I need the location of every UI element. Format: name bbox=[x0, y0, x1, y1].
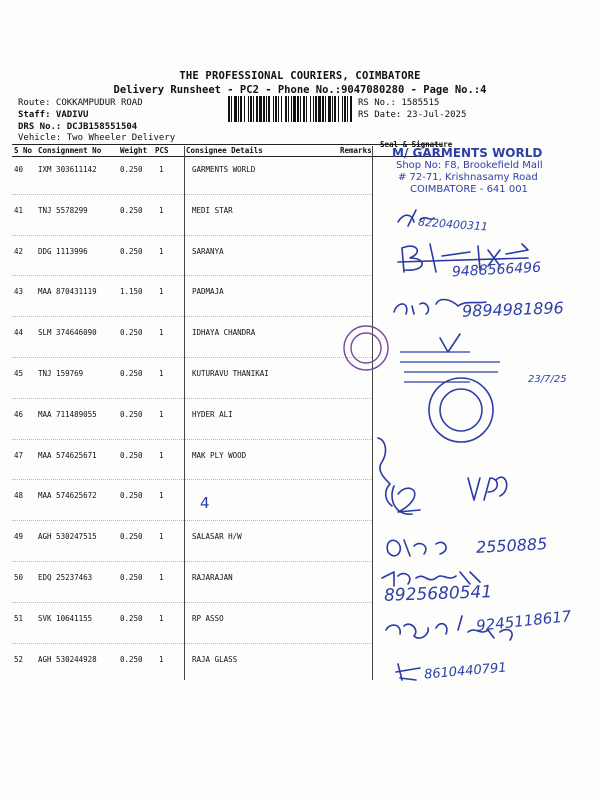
rs-date: RS Date: 23-Jul-2025 bbox=[358, 110, 467, 120]
cell-consignee: SALASAR H/W bbox=[192, 532, 242, 541]
stamp-garments-name: M/ GARMENTS WORLD bbox=[392, 146, 543, 160]
cell-pcs: 1 bbox=[159, 532, 164, 541]
cell-consignment: SLM 374646090 bbox=[38, 328, 97, 337]
cell-weight: 0.250 bbox=[120, 369, 143, 378]
cell-pcs: 1 bbox=[159, 491, 164, 500]
col-header-consignee: Consignee Details bbox=[186, 146, 263, 155]
col-header-remarks: Remarks bbox=[340, 146, 372, 155]
cell-pcs: 1 bbox=[159, 451, 164, 460]
cell-weight: 0.250 bbox=[120, 614, 143, 623]
cell-weight: 0.250 bbox=[120, 532, 143, 541]
cell-consignee: RP ASSO bbox=[192, 614, 224, 623]
cell-consignee: MAK PLY WOOD bbox=[192, 451, 247, 460]
cell-pcs: 1 bbox=[159, 287, 164, 296]
cell-sno: 44 bbox=[14, 328, 24, 337]
handwritten-mark-48: 4 bbox=[200, 494, 210, 512]
staff-label: Staff: VADIVU bbox=[18, 110, 89, 120]
cell-consignee: MEDI STAR bbox=[192, 206, 233, 215]
cell-consignment: IXM 303611142 bbox=[38, 165, 97, 174]
col-header-sno: S No bbox=[14, 146, 33, 155]
cell-weight: 0.250 bbox=[120, 247, 143, 256]
cell-weight: 0.250 bbox=[120, 410, 143, 419]
cell-consignee: SARANYA bbox=[192, 247, 224, 256]
cell-sno: 52 bbox=[14, 655, 24, 664]
cell-sno: 46 bbox=[14, 410, 24, 419]
cell-sno: 43 bbox=[14, 287, 24, 296]
runsheet-title: Delivery Runsheet - PC2 - Phone No.:9047080280 - Page No.:4 bbox=[113, 84, 487, 96]
cell-sno: 47 bbox=[14, 451, 24, 460]
route-label: Route: COKKAMPUDUR ROAD bbox=[18, 98, 143, 108]
handwritten-phone-41: 8220400311 bbox=[417, 215, 489, 234]
handwritten-phone-50: 8925680541 bbox=[383, 582, 493, 606]
cell-consignee: RAJARAJAN bbox=[192, 573, 233, 582]
col-header-pcs: PCS bbox=[155, 146, 169, 155]
stamp-garments-line2: # 72-71, Krishnasamy Road bbox=[398, 172, 538, 183]
cell-consignee: RAJA GLASS bbox=[192, 655, 238, 664]
handwritten-phone-52: 8610440791 bbox=[423, 660, 508, 683]
cell-consignment: TNJ 5578299 bbox=[38, 206, 88, 215]
cell-consignment: MAA 574625671 bbox=[38, 451, 97, 460]
cell-sno: 50 bbox=[14, 573, 24, 582]
cell-pcs: 1 bbox=[159, 369, 164, 378]
cell-weight: 0.250 bbox=[120, 491, 143, 500]
cell-weight: 0.250 bbox=[120, 655, 143, 664]
cell-weight: 0.250 bbox=[120, 206, 143, 215]
cell-sno: 40 bbox=[14, 165, 24, 174]
vehicle-label: Vehicle: Two Wheeler Delivery bbox=[18, 133, 176, 143]
cell-pcs: 1 bbox=[159, 614, 164, 623]
rs-number: RS No.: 1585515 bbox=[358, 98, 440, 108]
cell-pcs: 1 bbox=[159, 328, 164, 337]
cell-consignment: EDQ 25237463 bbox=[38, 573, 93, 582]
company-title: THE PROFESSIONAL COURIERS, COIMBATORE bbox=[179, 70, 421, 82]
cell-consignment: DDG 1113996 bbox=[38, 247, 88, 256]
cell-pcs: 1 bbox=[159, 655, 164, 664]
handwritten-phone-49: 2550885 bbox=[475, 534, 548, 557]
cell-consignee: IDHAYA CHANDRA bbox=[192, 328, 256, 337]
cell-weight: 0.250 bbox=[120, 573, 143, 582]
cell-weight: 0.250 bbox=[120, 165, 143, 174]
cell-weight: 0.250 bbox=[120, 451, 143, 460]
cell-weight: 0.250 bbox=[120, 328, 143, 337]
cell-pcs: 1 bbox=[159, 573, 164, 582]
cell-consignee: KUTURAVU THANIKAI bbox=[192, 369, 269, 378]
stamp-garments-line3: COIMBATORE - 641 001 bbox=[410, 184, 528, 195]
cell-consignee: GARMENTS WORLD bbox=[192, 165, 256, 174]
handwritten-date-45: 23/7/25 bbox=[528, 374, 567, 385]
cell-sno: 41 bbox=[14, 206, 24, 215]
cell-sno: 49 bbox=[14, 532, 24, 541]
cell-pcs: 1 bbox=[159, 206, 164, 215]
cell-sno: 51 bbox=[14, 614, 24, 623]
cell-sno: 45 bbox=[14, 369, 24, 378]
cell-sno: 42 bbox=[14, 247, 24, 256]
cell-consignee: HYDER ALI bbox=[192, 410, 233, 419]
cell-consignment: MAA 574625672 bbox=[38, 491, 97, 500]
cell-consignee: PADMAJA bbox=[192, 287, 224, 296]
stamp-garments-line1: Shop No: F8, Brookefield Mall bbox=[396, 160, 543, 171]
cell-weight: 1.150 bbox=[120, 287, 143, 296]
cell-sno: 48 bbox=[14, 491, 24, 500]
cell-consignment: MAA 870431119 bbox=[38, 287, 97, 296]
drs-label: DRS No.: DCJB158551504 bbox=[18, 122, 138, 132]
handwritten-phone-51: 9245118617 bbox=[475, 607, 573, 635]
cell-pcs: 1 bbox=[159, 410, 164, 419]
cell-pcs: 1 bbox=[159, 165, 164, 174]
handwritten-phone-42: 9488566496 bbox=[451, 259, 542, 281]
cell-consignment: AGH 530247515 bbox=[38, 532, 97, 541]
cell-consignment: SVK 10641155 bbox=[38, 614, 93, 623]
col-header-seal: Seal & Signature bbox=[380, 140, 453, 149]
col-header-consignment: Consignment No bbox=[38, 146, 102, 155]
cell-consignment: MAA 711489055 bbox=[38, 410, 97, 419]
cell-consignment: TNJ 159769 bbox=[38, 369, 84, 378]
cell-consignment: AGH 530244928 bbox=[38, 655, 97, 664]
col-header-weight: Weight bbox=[120, 146, 148, 155]
handwritten-phone-43: 9894981896 bbox=[461, 298, 565, 321]
cell-pcs: 1 bbox=[159, 247, 164, 256]
